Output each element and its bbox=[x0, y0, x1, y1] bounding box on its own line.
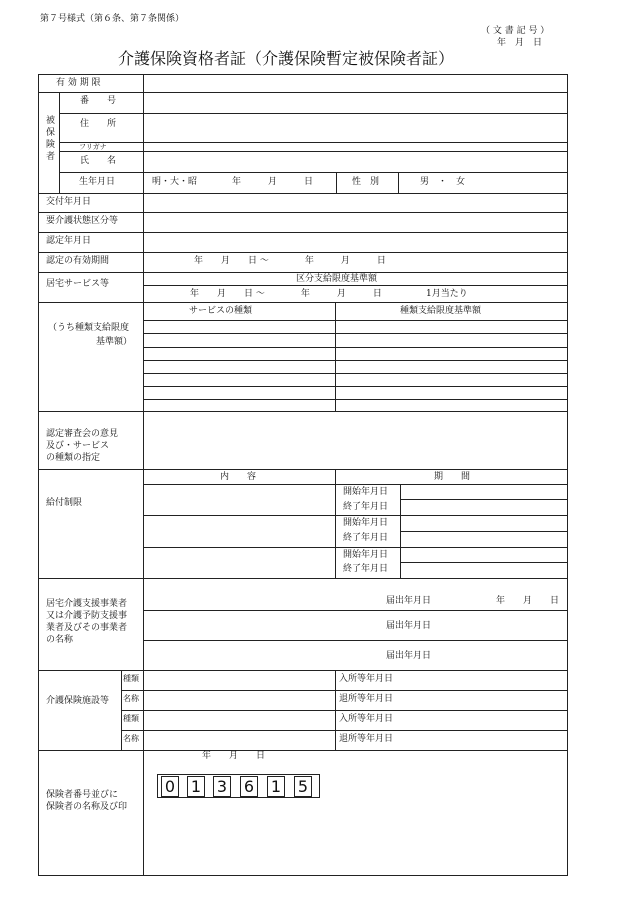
birth-era: 明・大・昭 bbox=[152, 177, 198, 187]
form-number: 第７号様式（第６条、第７条関係） bbox=[40, 14, 185, 24]
sex-options: 男 ・ 女 bbox=[420, 177, 466, 187]
birth-date-label: 生年月日 bbox=[79, 177, 116, 187]
cert-date-label: 認定年月日 bbox=[46, 236, 92, 246]
end-date-1: 終了年月日 bbox=[343, 502, 389, 512]
end-date-3: 終了年月日 bbox=[343, 564, 389, 574]
document-reference: （ 文 書 記 号 ） bbox=[481, 26, 550, 36]
page-title: 介護保険資格者証（介護保険暫定被保険者証） bbox=[118, 49, 455, 68]
home-service-label: 居宅サービス等 bbox=[46, 279, 110, 289]
content-column: 内 容 bbox=[220, 472, 257, 482]
cert-period-label: 認定の有効期間 bbox=[46, 256, 110, 266]
insured-char-1: 被 bbox=[46, 116, 56, 126]
report-date-2: 届出年月日 bbox=[386, 621, 432, 631]
end-date-2: 終了年月日 bbox=[343, 533, 389, 543]
home-service-period: 年 月 日 ～ 年 月 日 bbox=[190, 289, 382, 299]
care-support-label-line3: 業者及びその事業者 bbox=[46, 623, 128, 633]
insurer-digit: 6 bbox=[240, 776, 258, 797]
insurer-digit: 3 bbox=[213, 776, 231, 797]
number-label: 番 号 bbox=[80, 96, 117, 106]
review-label-line3: の種類の指定 bbox=[46, 453, 101, 463]
care-support-label-line4: の名称 bbox=[46, 635, 74, 645]
insured-char-2: 保 bbox=[46, 128, 56, 138]
validity-period-label: 有 効 期 限 bbox=[56, 78, 101, 88]
service-type-column: サービスの種類 bbox=[189, 306, 253, 316]
insurer-date: 年 月 日 bbox=[202, 751, 266, 761]
review-label-line2: 及び・サービス bbox=[46, 441, 110, 451]
discharge-date-2: 退所等年月日 bbox=[339, 734, 394, 744]
insurer-digit: 1 bbox=[267, 776, 285, 797]
start-date-2: 開始年月日 bbox=[343, 518, 389, 528]
issue-date-label: 交付年月日 bbox=[46, 197, 92, 207]
insured-char-4: 者 bbox=[46, 152, 56, 162]
facility-name-1: 名称 bbox=[123, 694, 139, 703]
admission-date-2: 入所等年月日 bbox=[339, 714, 394, 724]
start-date-1: 開始年月日 bbox=[343, 487, 389, 497]
per-month-label: 1月当たり bbox=[426, 289, 468, 299]
insurer-digit: 0 bbox=[161, 776, 179, 797]
facility-kind-1: 種類 bbox=[123, 674, 139, 683]
address-label: 住 所 bbox=[80, 119, 117, 129]
cert-period-value: 年 月 日 ～ 年 月 日 bbox=[194, 256, 386, 266]
admission-date-1: 入所等年月日 bbox=[339, 674, 394, 684]
insurer-label-line2: 保険者の名称及び印 bbox=[46, 802, 128, 812]
type-limit-label-line2: 基準額） bbox=[96, 337, 133, 347]
category-limit-header: 区分支給限度基準額 bbox=[296, 274, 378, 284]
insurer-label-line1: 保険者番号並びに bbox=[46, 790, 119, 800]
report-date-1-value: 年 月 日 bbox=[496, 596, 560, 606]
facility-label: 介護保険施設等 bbox=[46, 696, 110, 706]
furigana-label: フリガナ bbox=[79, 143, 107, 151]
start-date-3: 開始年月日 bbox=[343, 550, 389, 560]
birth-date-value: 年 月 日 bbox=[232, 177, 314, 187]
care-support-label-line2: 又は介護予防支援事 bbox=[46, 611, 128, 621]
review-label-line1: 認定審査会の意見 bbox=[46, 429, 119, 439]
facility-kind-2: 種類 bbox=[123, 714, 139, 723]
care-level-label: 要介護状態区分等 bbox=[46, 216, 119, 226]
care-support-label-line1: 居宅介護支援事業者 bbox=[46, 599, 128, 609]
report-date-1: 届出年月日 bbox=[386, 596, 432, 606]
insured-char-3: 険 bbox=[46, 140, 56, 150]
discharge-date-1: 退所等年月日 bbox=[339, 694, 394, 704]
report-date-3: 届出年月日 bbox=[386, 651, 432, 661]
document-date: 年 月 日 bbox=[497, 38, 543, 48]
type-limit-column: 種類支給限度基準額 bbox=[400, 306, 482, 316]
name-label: 氏 名 bbox=[80, 156, 117, 166]
facility-name-2: 名称 bbox=[123, 734, 139, 743]
insurer-digit: 5 bbox=[294, 776, 312, 797]
benefit-restriction-label: 給付制限 bbox=[46, 498, 83, 508]
sex-label: 性 別 bbox=[352, 177, 380, 187]
insurer-digit: 1 bbox=[187, 776, 205, 797]
type-limit-label-line1: （うち種類支給限度 bbox=[48, 323, 130, 333]
period-column: 期 間 bbox=[434, 472, 471, 482]
